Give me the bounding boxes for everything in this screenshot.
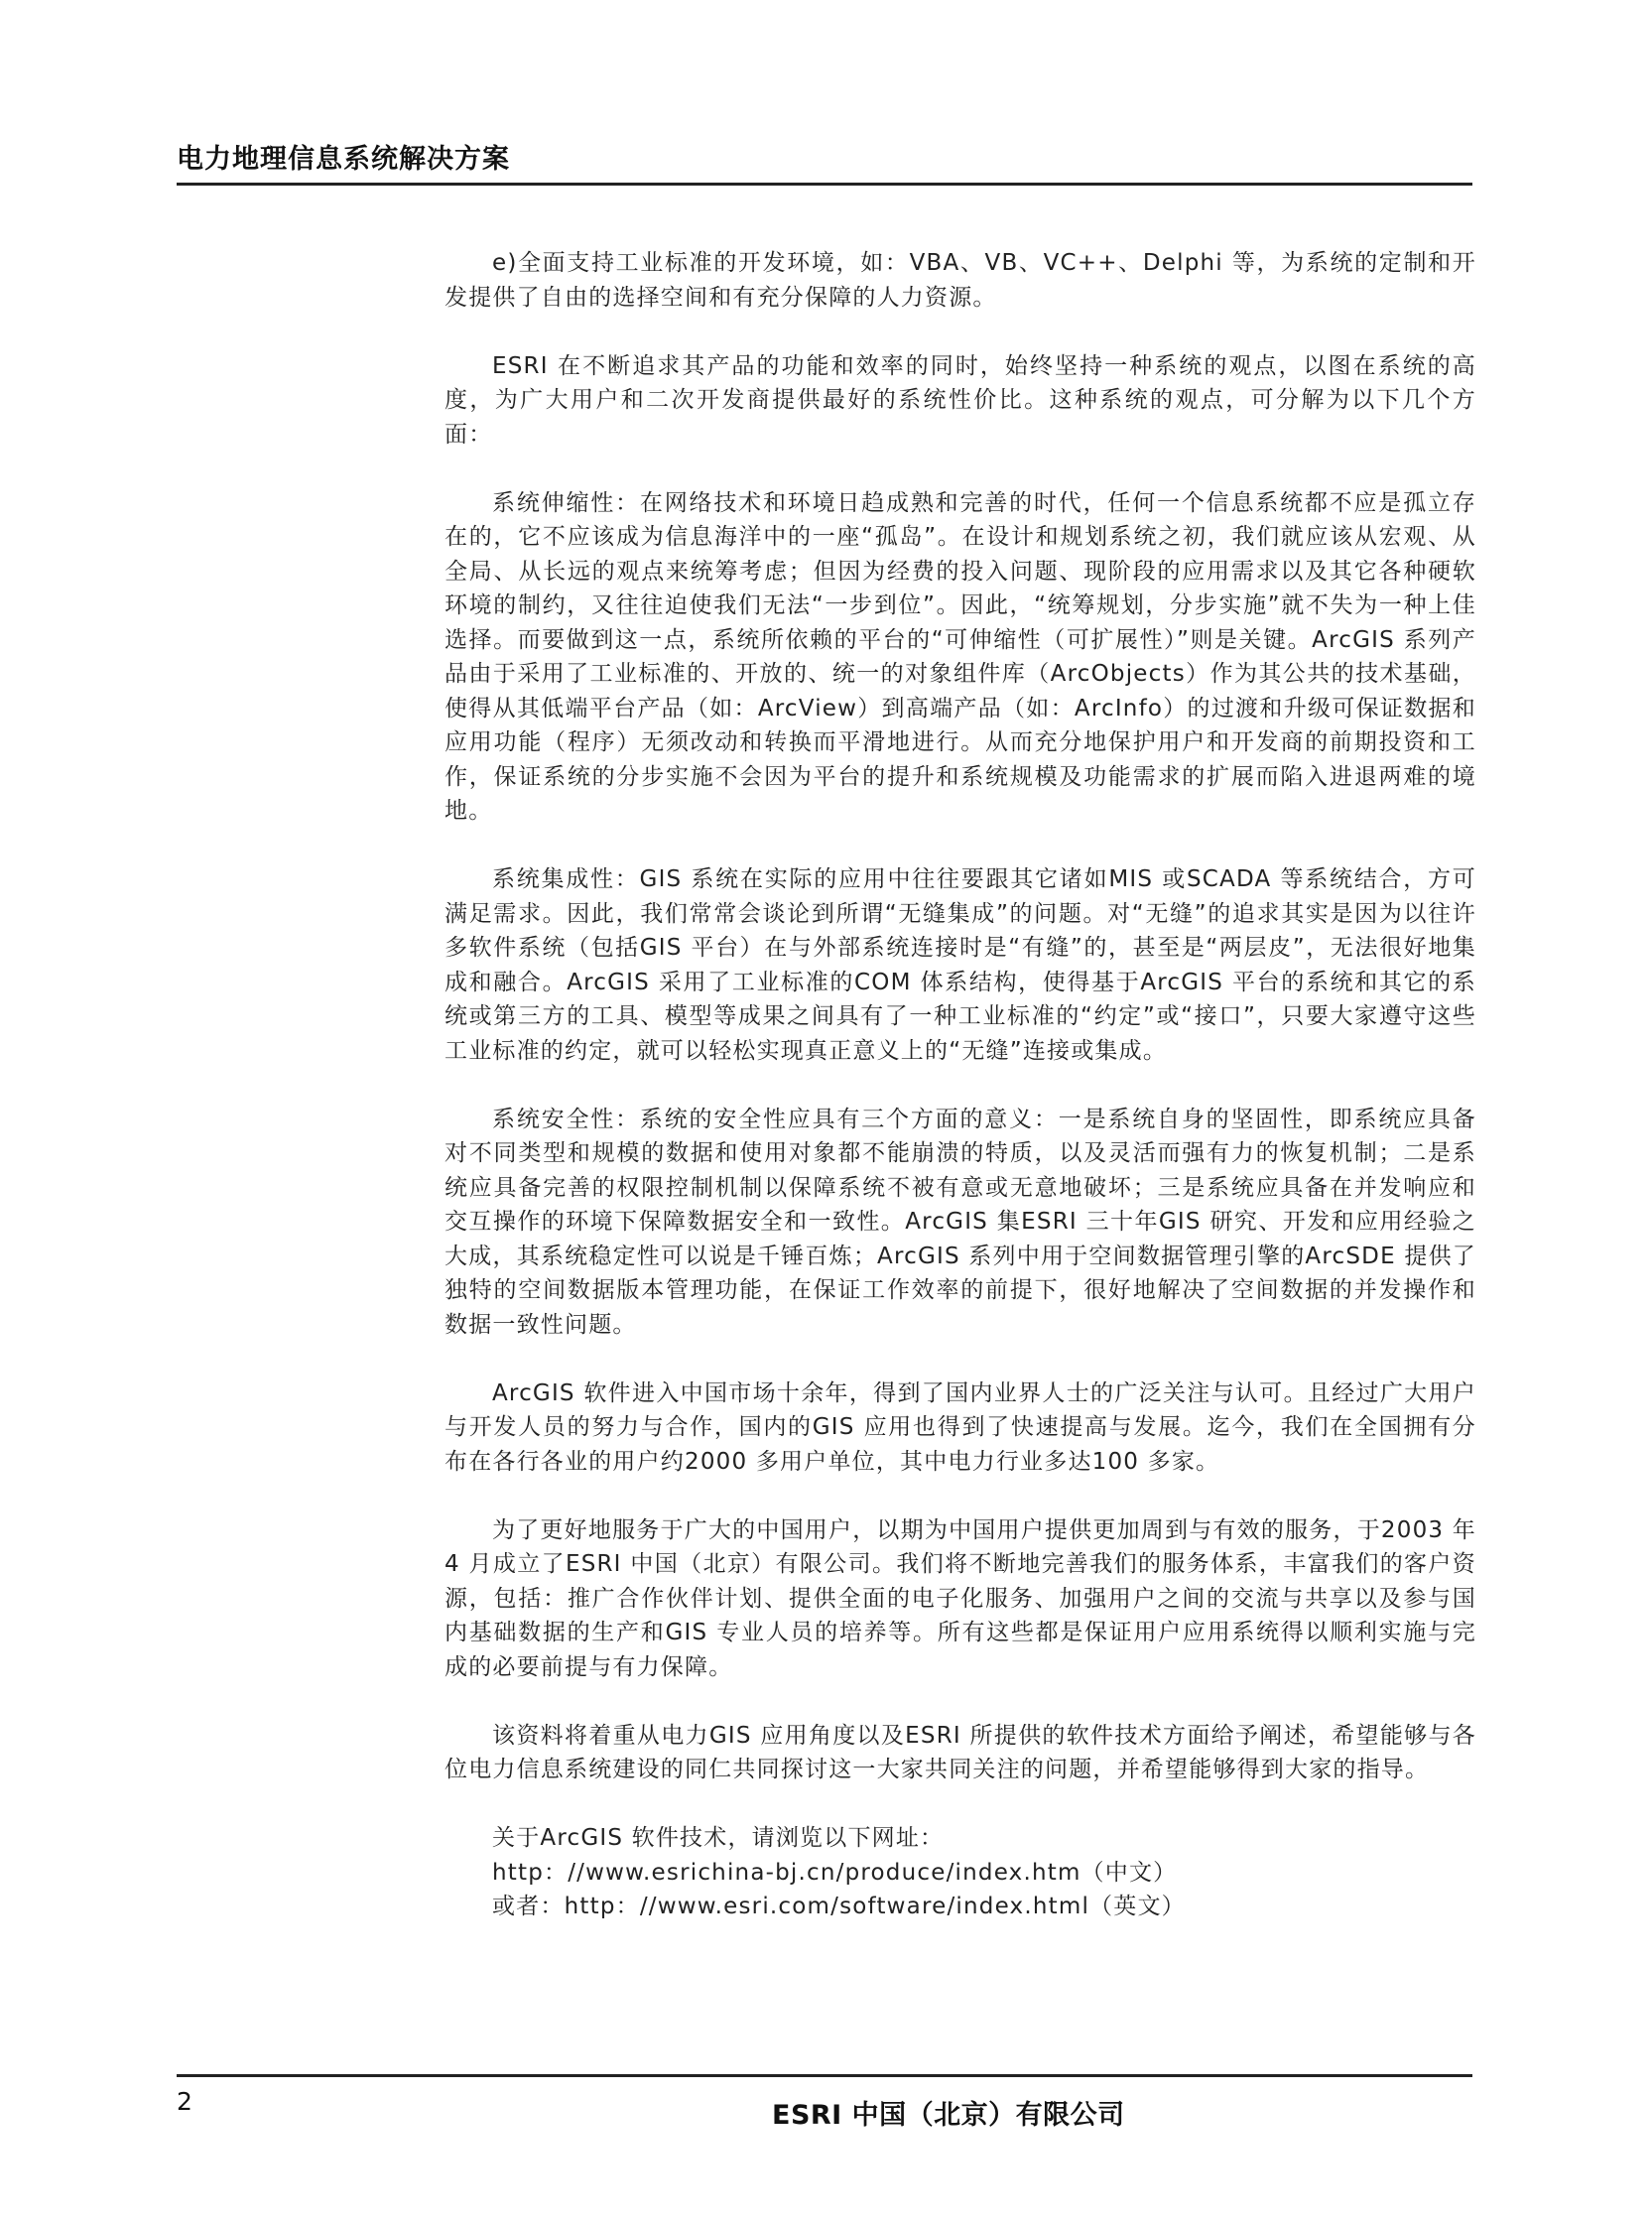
paragraph-china-market: ArcGIS 软件进入中国市场十余年，得到了国内业界人士的广泛关注与认可。且经过广大用户与开发人员的努力与合作，国内的GIS 应用也得到了快速提高与发展。迄今，我们在全国拥有分布在各行各业的用户约2000 多用户单位，其中电力行业多达100 多家。 bbox=[445, 1379, 1476, 1475]
paragraph-security: 系统安全性：系统的安全性应具有三个方面的意义：一是系统自身的坚固性，即系统应具备对不同类型和规模的数据和使用对象都不能崩溃的特质，以及灵活而强有力的恢复机制；二是系统应具备完善的权限控制机制以保障系统不被有意或无意地破坏；三是系统应具备在并发响应和交互操作的环境下保障数据安全和一致性。ArcGIS 集ESRI 三十年GIS 研究、开发和应用经验之大成，其系统稳定性可以说是千锤百炼；ArcGIS 系列中用于空间数据管理引擎的ArcSDE 提供了独特的空间数据版本管理功能，在保证工作效率的前提下，很好地解决了空间数据的并发操作和数据一致性问题。 bbox=[445, 1106, 1476, 1338]
page-number: 2 bbox=[177, 2087, 192, 2116]
paragraph-scalability: 系统伸缩性：在网络技术和环境日趋成熟和完善的时代，任何一个信息系统都不应是孤立存在的，它不应该成为信息海洋中的一座“孤岛”。在设计和规划系统之初，我们就应该从宏观、从全局、从长远的观点来统筹考虑；但因为经费的投入问题、现阶段的应用需求以及其它各种硬软环境的制约，又往往迫使我们无法“一步到位”。因此，“统筹规划，分步实施”就不失为一种上佳选择。而要做到这一点，系统所依赖的平台的“可伸缩性（可扩展性）”则是关键。ArcGIS 系列产品由于采用了工业标准的、开放的、统一的对象组件库（ArcObjects）作为其公共的技术基础，使得从其低端平台产品（如：ArcView）到高端产品（如：ArcInfo）的过渡和升级可保证数据和应用功能（程序）无须改动和转换而平滑地进行。从而充分地保护用户和开发商的前期投资和工作，保证系统的分步实施不会因为平台的提升和系统规模及功能需求的扩展而陷入进退两难的境地。 bbox=[445, 489, 1476, 824]
header-divider bbox=[177, 183, 1472, 186]
paragraph-esri-china: 为了更好地服务于广大的中国用户，以期为中国用户提供更加周到与有效的服务，于2003 年4 月成立了ESRI 中国（北京）有限公司。我们将不断地完善我们的服务体系，丰富我们的客户资源，包括：推广合作伙伴计划、提供全面的电子化服务、加强用户之间的交流与共享以及参与国内基础数据的生产和GIS 专业人员的培养等。所有这些都是保证用户应用系统得以顺利实施与完成的必要前提与有力保障。 bbox=[445, 1516, 1476, 1680]
paragraph-document-purpose: 该资料将着重从电力GIS 应用角度以及ESRI 所提供的软件技术方面给予阐述，希望能够与各位电力信息系统建设的同仁共同探讨这一大家共同关注的问题，并希望能够得到大家的指导。 bbox=[445, 1722, 1476, 1782]
reference-links bbox=[445, 1821, 1476, 1924]
footer-divider bbox=[177, 2074, 1472, 2077]
paragraph-integration: 系统集成性：GIS 系统在实际的应用中往往要跟其它诸如MIS 或SCADA 等系统结合，方可满足需求。因此，我们常常会谈论到所谓“无缝集成”的问题。对“无缝”的追求其实是因为以往许多软件系统（包括GIS 平台）在与外部系统连接时是“有缝”的，甚至是“两层皮”，无法很好地集成和融合。ArcGIS 采用了工业标准的COM 体系结构，使得基于ArcGIS 平台的系统和其它的系统或第三方的工具、模型等成果之间具有了一种工业标准的“约定”或“接口”，只要大家遵守这些工业标准的约定，就可以轻松实现真正意义上的“无缝”连接或集成。 bbox=[445, 866, 1476, 1064]
document-header-title: 电力地理信息系统解决方案 bbox=[177, 144, 510, 175]
footer-company-name: ESRI 中国（北京）有限公司 bbox=[772, 2100, 1125, 2131]
link-english-site[interactable]: 或者：http：//www.esri.com/software/index.html（英文） bbox=[492, 1894, 1186, 1919]
links-intro: 关于ArcGIS 软件技术，请浏览以下网址： bbox=[492, 1825, 945, 1851]
paragraph-dev-environment: e)全面支持工业标准的开发环境，如：VBA、VB、VC++、Delphi 等，为系统的定制和开发提供了自由的选择空间和有充分保障的人力资源。 bbox=[445, 250, 1476, 311]
link-chinese-site[interactable]: http：//www.esrichina-bj.cn/produce/index.htm（中文） bbox=[492, 1859, 1178, 1886]
paragraph-system-view: ESRI 在不断追求其产品的功能和效率的同时，始终坚持一种系统的观点，以图在系统的高度，为广大用户和二次开发商提供最好的系统性价比。这种系统的观点，可分解为以下几个方面： bbox=[445, 352, 1476, 448]
document-body bbox=[445, 246, 1476, 1924]
